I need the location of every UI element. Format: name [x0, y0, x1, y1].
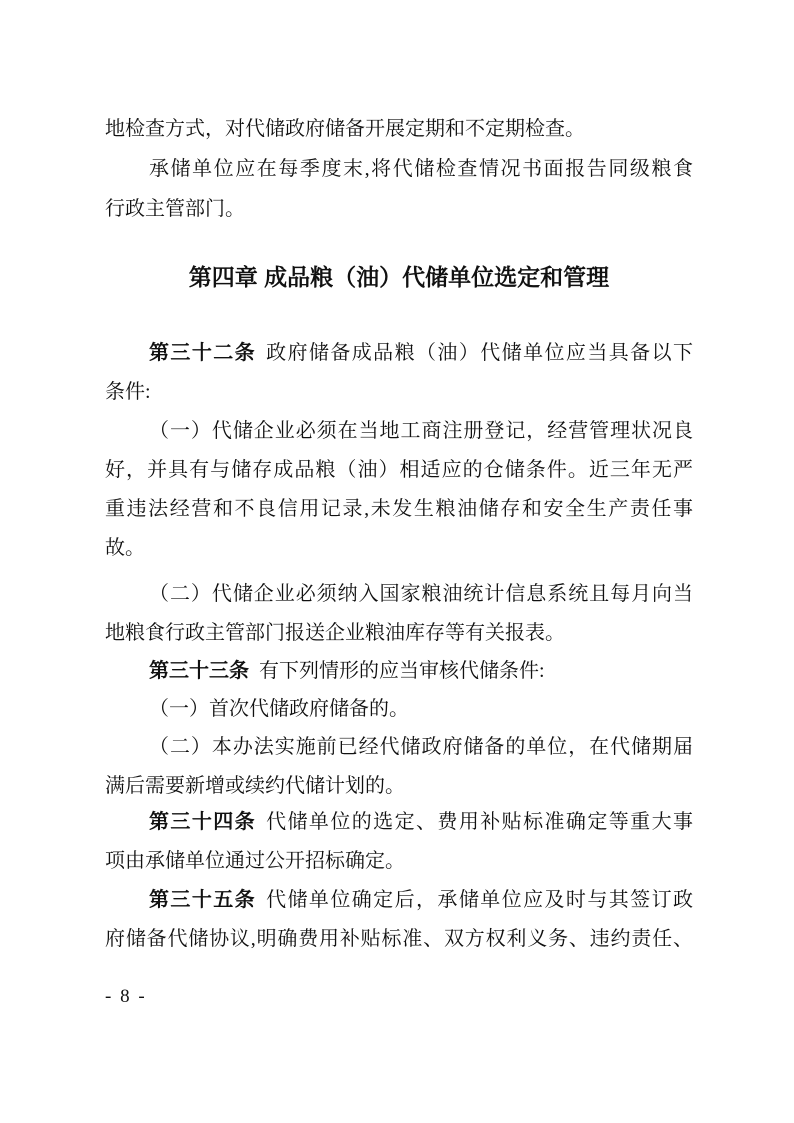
- text-line: 府储备代储协议,明确费用补贴标准、双方权利义务、违约责任、: [105, 928, 693, 950]
- article-35: [105, 881, 693, 959]
- article-text: 代储单位的选定、费用补贴标准确定等重大事: [266, 811, 693, 833]
- text-line: 行政主管部门。: [105, 198, 245, 220]
- text-line: 故。: [105, 537, 145, 559]
- article-32-item-2: [105, 575, 693, 653]
- page-number: - 8 -: [105, 986, 147, 1007]
- paragraph-inspection: [105, 109, 693, 229]
- article-32: [105, 334, 693, 412]
- text-line: [105, 881, 693, 920]
- article-number: 第三十四条: [149, 811, 257, 833]
- article-number: 第三十五条: [149, 889, 257, 911]
- article-text: 代储单位确定后，承储单位应及时与其签订政: [266, 889, 693, 911]
- article-34: [105, 803, 693, 881]
- article-number: 第三十三条: [149, 660, 249, 682]
- article-text: 政府储备成品粮（油）代储单位应当具备以下: [266, 342, 693, 364]
- text-line: （一）代储企业必须在当地工商注册登记，经营管理状况良: [149, 420, 693, 442]
- chapter-heading: 第四章 成品粮（油）代储单位选定和管理: [188, 264, 610, 290]
- article-33: [105, 652, 693, 691]
- text-line: 满后需要新增或续约代储计划的。: [105, 775, 405, 797]
- text-line: 好，并具有与储存成品粮（油）相适应的仓储条件。近三年无严: [105, 459, 693, 481]
- text-line: [105, 803, 693, 842]
- text-line: （二）本办法实施前已经代储政府储备的单位，在代储期届: [149, 736, 693, 758]
- article-33-item-1: [105, 690, 693, 729]
- text-line: 条件:: [105, 381, 151, 403]
- article-33-item-2: [105, 728, 693, 806]
- chapter-heading-block: [105, 256, 693, 298]
- text-line: 地粮食行政主管部门报送企业粮油库存等有关报表。: [105, 622, 565, 644]
- article-text: 有下列情形的应当审核代储条件:: [259, 660, 545, 682]
- text-line: （一）首次代储政府储备的。: [149, 698, 409, 720]
- text-line: （二）代储企业必须纳入国家粮油统计信息系统且每月向当: [149, 583, 693, 605]
- text-line: 重违法经营和不良信用记录,未发生粮油储存和安全生产责任事: [105, 498, 693, 520]
- article-32-item-1: [105, 412, 693, 568]
- article-number: 第三十二条: [149, 342, 257, 364]
- text-line: 承储单位应在每季度末,将代储检查情况书面报告同级粮食: [149, 158, 693, 180]
- text-line: [105, 334, 693, 373]
- text-line: 地检查方式，对代储政府储备开展定期和不定期检查。: [105, 118, 585, 140]
- text-line: 项由承储单位通过公开招标确定。: [105, 850, 405, 872]
- text-line: [105, 652, 693, 691]
